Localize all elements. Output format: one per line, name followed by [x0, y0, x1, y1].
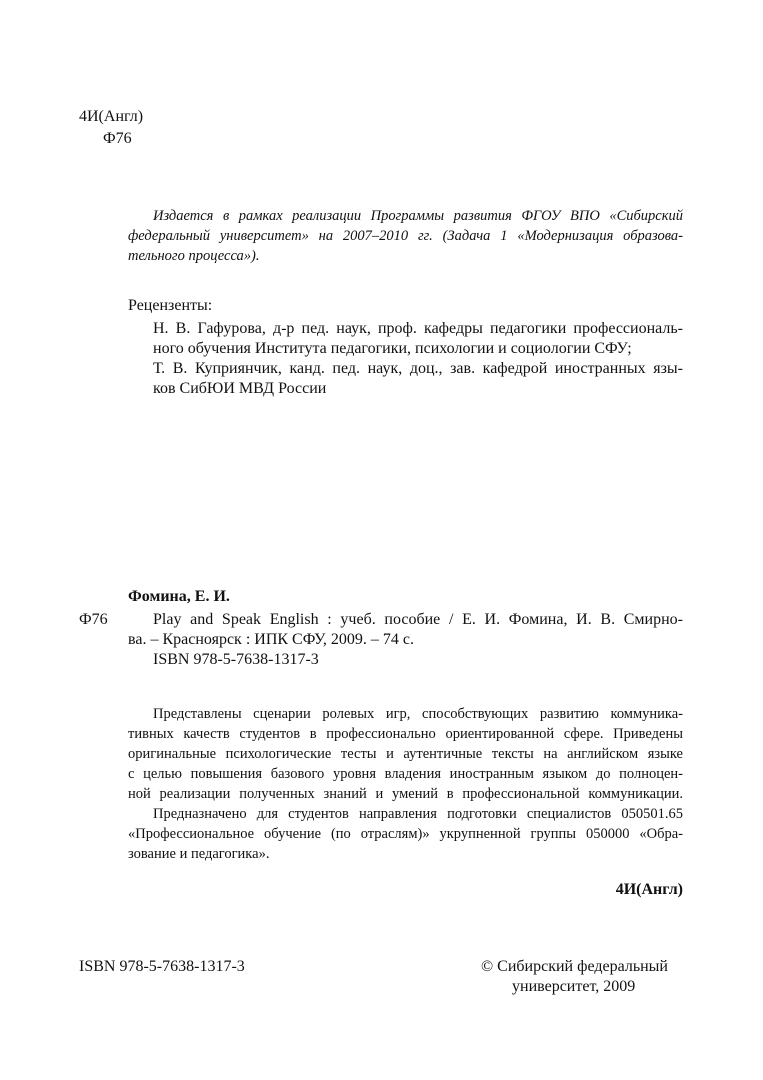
- reviewer-line: ного обучения Института педагогики, психологии и социологии СФУ;: [153, 340, 632, 357]
- footer-isbn: ISBN 978-5-7638-1317-3: [79, 958, 245, 975]
- reviewer-line: Н. В. Гафурова, д-р пед. наук, проф. кафедры педагогики профессиональ-: [153, 320, 683, 337]
- program-note-line: тельного процесса»).: [128, 248, 260, 264]
- copyright-line: университет, 2009: [512, 978, 636, 995]
- reviewer-line: Т. В. Куприянчик, канд. пед. наук, доц., зав. кафедрой иностранных язы-: [153, 360, 683, 377]
- catalog-publisher-line: ва. – Красноярск : ИПК СФУ, 2009. – 74 с.: [128, 631, 414, 648]
- annotation-line: Представлены сценарии ролевых игр, способствующих развитию коммуника-: [153, 706, 683, 722]
- annotation-line: ной реализации полученных знаний и умений в профессиональной коммуникации.: [128, 786, 683, 802]
- author-mark-code: Ф76: [103, 130, 132, 147]
- annotation-line: оригинальные психологические тесты и аутентичные тексты на английском языке: [128, 746, 683, 762]
- annotation-line: с целью повышения базового уровня владения иностранным языком до полноцен-: [128, 766, 683, 782]
- classification-code-bottom: 4И(Англ): [615, 881, 683, 898]
- annotation-line: Предназначено для студентов направления подготовки специалистов 050501.65: [153, 806, 683, 822]
- reviewers-heading: Рецензенты:: [128, 297, 213, 314]
- catalog-code: Ф76: [79, 611, 108, 628]
- catalog-isbn: ISBN 978-5-7638-1317-3: [153, 651, 319, 668]
- reviewer-line: ков СибЮИ МВД России: [153, 380, 327, 397]
- annotation-line: «Профессиональное обучение (по отраслям)» укрупненной группы 050000 «Обра-: [128, 826, 683, 842]
- catalog-author: Фомина, Е. И.: [128, 588, 230, 605]
- catalog-title-line: Play and Speak English : учеб. пособие / Е. И. Фомина, И. В. Смирно-: [153, 611, 683, 628]
- annotation-line: зование и педагогика».: [128, 846, 270, 862]
- annotation-line: тивных качеств студентов в профессионально ориентированной сфере. Приведены: [128, 726, 683, 742]
- classification-code: 4И(Англ): [79, 108, 144, 125]
- program-note-line: Издается в рамках реализации Программы развития ФГОУ ВПО «Сибирский: [153, 208, 683, 224]
- program-note-line: федеральный университет» на 2007–2010 гг. (Задача 1 «Модернизация образова-: [128, 228, 683, 244]
- copyright-line: © Сибирский федеральный: [481, 958, 668, 975]
